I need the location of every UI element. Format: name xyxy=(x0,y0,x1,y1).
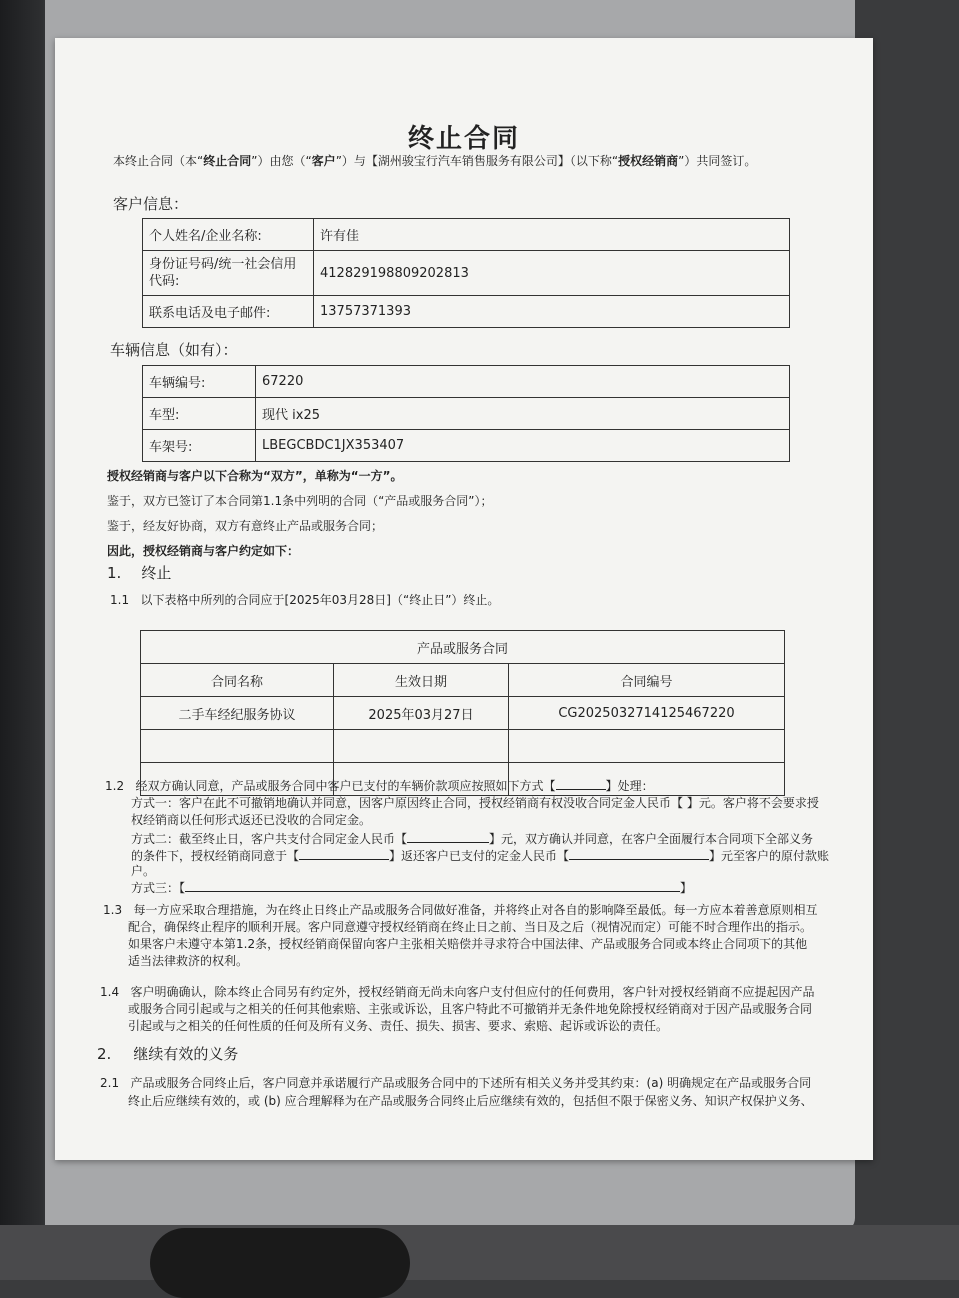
clause-1-3-line-4: 适当法律救济的权利。 xyxy=(128,954,249,968)
clause-1-4-line-2: 或服务合同引起或与之相关的任何其他索赔、主张或诉讼，且客户特此不可撤销并无条件地免除授权经销商对于因产品或服务合同 xyxy=(128,1002,813,1016)
contract-page xyxy=(55,38,873,1160)
vehicle-number-value: 67220 xyxy=(256,366,790,398)
clause-1-2-line-2: 方式一：客户在此不可撤销地确认并同意，因客户原因终止合同，授权经销商有权没收合同定金人民币【 】元。客户将不会要求授 xyxy=(131,796,819,810)
recital-1: 鉴于，双方已签订了本合同第1.1条中列明的合同（“产品或服务合同”）； xyxy=(107,494,493,508)
table-row xyxy=(143,219,790,251)
clause-1-3-line-1: 1.3 每一方应采取合理措施，为在终止日终止产品或服务合同做好准备，并将终止对各自的影响降至最低。每一方应本着善意原则相互 xyxy=(103,903,818,917)
section-2-heading: 2. 继续有效的义务 xyxy=(97,1045,239,1063)
car-key-fob xyxy=(150,1228,410,1298)
table-row xyxy=(143,366,790,398)
clause-1-2-line-7: 方式三：【 】 xyxy=(131,881,693,895)
customer-name-value: 许有佳 xyxy=(314,219,790,251)
col-header-date: 生效日期 xyxy=(334,664,509,697)
clause-1-1: 1.1 以下表格中所列的合同应于[2025年03月28日]（“终止日”）终止。 xyxy=(110,593,500,607)
vehicle-model-value: 现代 ix25 xyxy=(256,398,790,430)
intro-paragraph: 本终止合同（本“终止合同”）由您（“客户”）与【湖州骏宝行汽车销售服务有限公司】（以下称“授权经销商”）共同签订。 xyxy=(113,154,757,168)
table-row xyxy=(143,430,790,462)
contract-table xyxy=(140,630,785,796)
customer-info-heading: 客户信息： xyxy=(113,195,189,213)
table-row xyxy=(143,296,790,328)
table-row xyxy=(141,631,785,664)
section-1-heading: 1. 终止 xyxy=(107,564,172,582)
contract-name-cell: 二手车经纪服务协议 xyxy=(141,697,334,730)
desk-surface xyxy=(0,1225,959,1280)
table-row xyxy=(143,398,790,430)
customer-info-table xyxy=(142,218,790,328)
page-title: 终止合同 xyxy=(407,124,520,154)
contract-date-cell: 2025年03月27日 xyxy=(334,697,509,730)
customer-contact-label: 联系电话及电子邮件: xyxy=(143,296,314,328)
clause-1-3-line-3: 如果客户未遵守本第1.2条，授权经销商保留向客户主张相关赔偿并寻求符合中国法律、产品或服务合同或本终止合同项下的其他 xyxy=(128,937,808,951)
customer-id-label: 身份证号码/统一社会信用代码: xyxy=(143,251,314,296)
clause-1-4-line-1: 1.4 客户明确确认，除本终止合同另有约定外，授权经销商无尚未向客户支付但应付的任何费用，客户针对授权经销商不应提起因产品 xyxy=(100,985,815,999)
table-row xyxy=(141,730,785,763)
recital-2: 鉴于，经友好协商，双方有意终止产品或服务合同； xyxy=(107,519,384,533)
customer-name-label: 个人姓名/企业名称: xyxy=(143,219,314,251)
contract-number-cell: CG20250327141254672​20 xyxy=(509,697,785,730)
col-header-number: 合同编号 xyxy=(509,664,785,697)
table-row xyxy=(141,664,785,697)
contract-table-header: 产品或服务合同 xyxy=(141,631,785,664)
clause-1-3-line-2: 配合，确保终止程序的顺利开展。客户同意遵守授权经销商在终止日之前、当日及之后（视情况而定）可能不时合理作出的指示。 xyxy=(128,920,813,934)
customer-id-value: 412829198809202813 xyxy=(314,251,790,296)
clause-1-2-line-5: 的条件下，授权经销商同意于【 】返还客户已支付的定金人民币【 】元至客户的原付款账 xyxy=(131,849,830,863)
clause-2-1-line-2: 终止后应继续有效的，或 (b) 应合理解释为在产品或服务合同终止后应继续有效的，包括但不限于保密义务、知识产权保护义务、 xyxy=(128,1094,813,1108)
vehicle-vin-label: 车架号: xyxy=(143,430,256,462)
clause-1-2-line-1: 1.2 经双方确认同意，产品或服务合同中客户已支付的车辆价款项应按照如下方式【 】处理： xyxy=(105,779,654,793)
vehicle-vin-value: LBEGCBDC1JX353407 xyxy=(256,430,790,462)
col-header-name: 合同名称 xyxy=(141,664,334,697)
vehicle-info-heading: 车辆信息（如有）： xyxy=(110,341,238,359)
table-row xyxy=(143,251,790,296)
customer-contact-value: 13757371393 xyxy=(314,296,790,328)
table-row xyxy=(141,697,785,730)
vehicle-number-label: 车辆编号: xyxy=(143,366,256,398)
vehicle-model-label: 车型: xyxy=(143,398,256,430)
clause-2-1-line-1: 2.1 产品或服务合同终止后，客户同意并承诺履行产品或服务合同中的下述所有相关义务并受其约束：(a) 明确规定在产品或服务合同 xyxy=(100,1076,812,1090)
vehicle-info-table xyxy=(142,365,790,462)
clause-1-4-line-3: 引起或与之相关的任何性质的任何及所有义务、责任、损失、损害、要求、索赔、起诉或诉讼的责任。 xyxy=(128,1019,669,1033)
parties-definition: 授权经销商与客户以下合称为“双方”，单称为“一方”。 xyxy=(107,469,403,483)
recital-therefore: 因此，授权经销商与客户约定如下： xyxy=(107,544,300,558)
clause-1-2-line-3: 权经销商以任何形式返还已没收的合同定金。 xyxy=(131,813,372,827)
clause-1-2-line-4: 方式二：截至终止日，客户共支付合同定金人民币【 】元，双方确认并同意，在客户全面履行本合同项下全部义务 xyxy=(131,832,814,846)
clause-1-2-line-6: 户。 xyxy=(131,864,156,878)
